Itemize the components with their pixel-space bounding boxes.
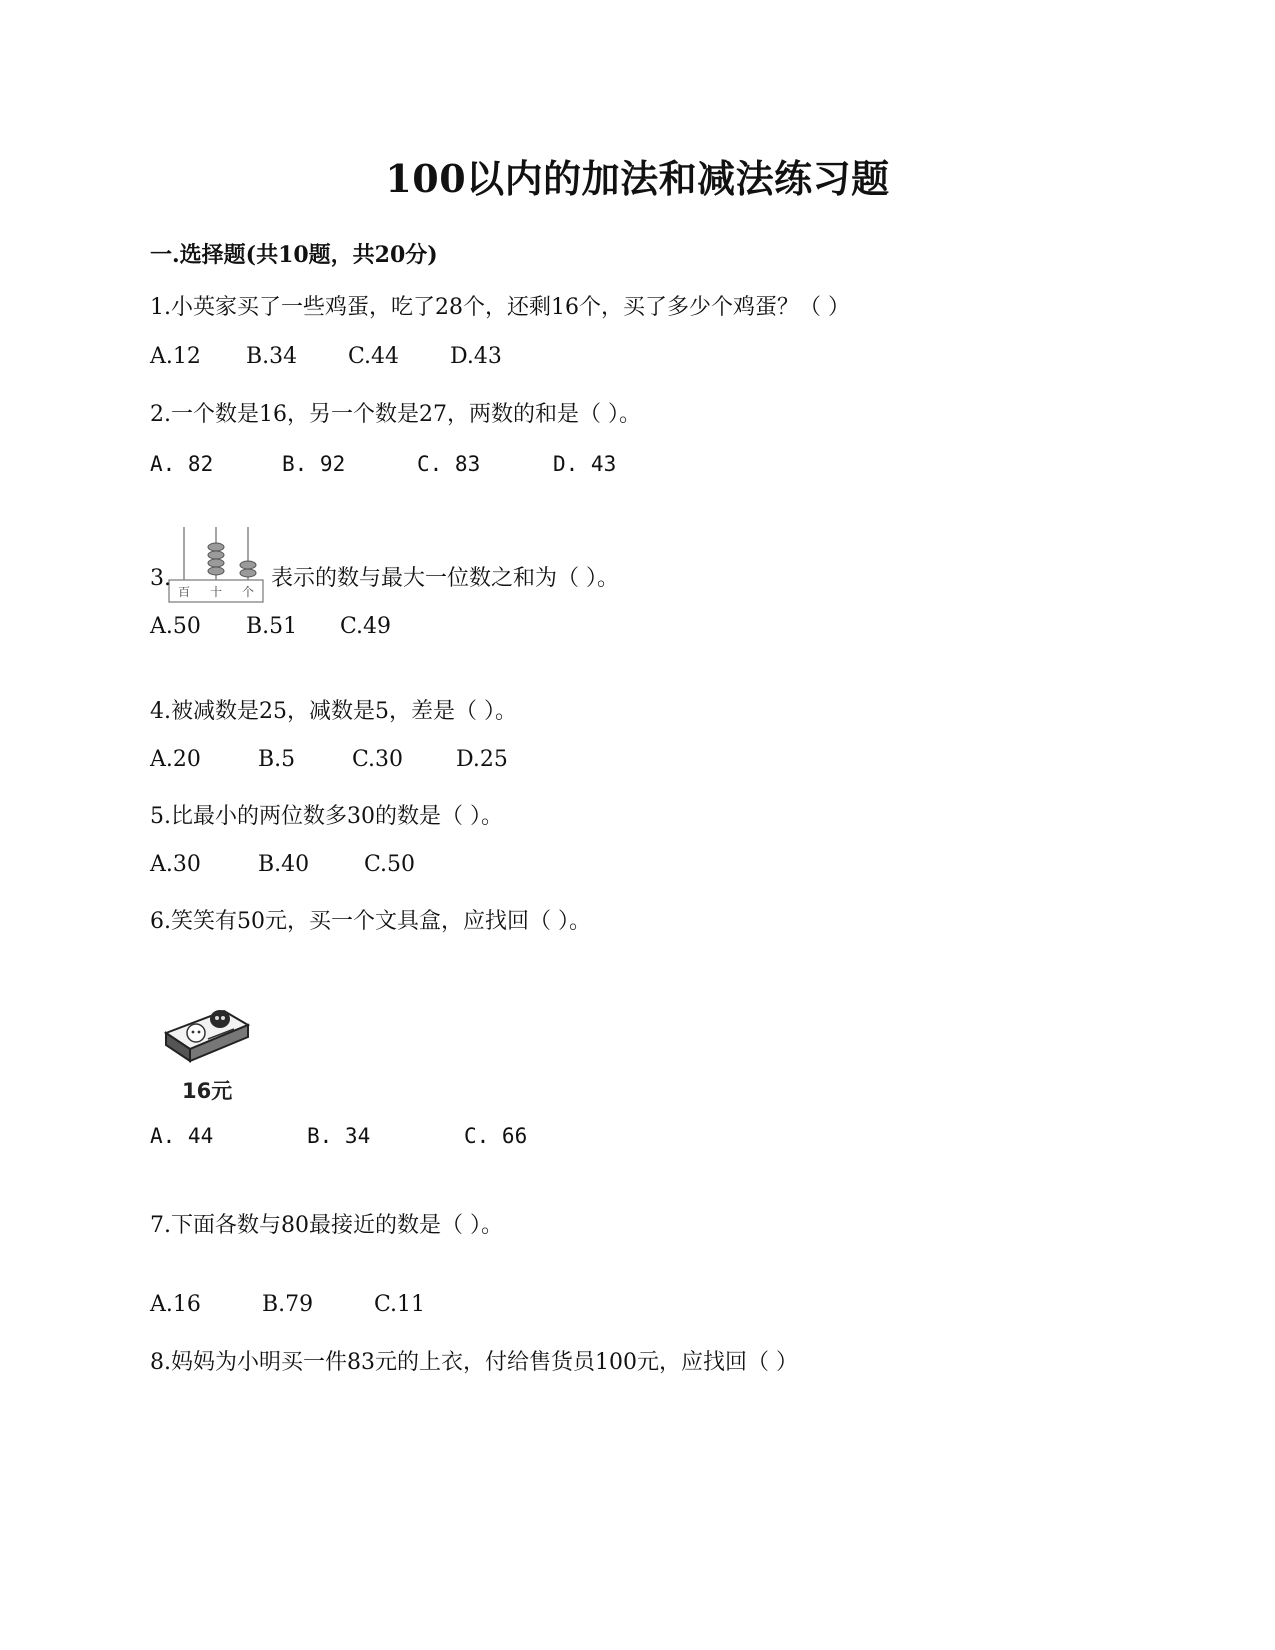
option-d: D. 43	[553, 452, 617, 476]
option-a: A.50	[150, 614, 201, 639]
option-b: B. 34	[307, 1124, 371, 1148]
option-b: B.34	[246, 344, 298, 369]
question-4-stem: 4.被减数是25，减数是5，差是（ ）。	[150, 699, 517, 724]
option-d: D.43	[450, 344, 502, 369]
option-b: B.5	[258, 747, 296, 772]
option-c: C.11	[374, 1292, 426, 1317]
option-b: B.40	[258, 852, 310, 877]
option-c: C.49	[340, 614, 392, 639]
abacus-label-tens: 十	[209, 585, 223, 599]
abacus-label-ones: 个	[241, 585, 255, 599]
option-c: C. 66	[464, 1124, 528, 1148]
option-a: A.12	[150, 344, 201, 369]
option-d: D.25	[456, 747, 508, 772]
question-8-stem: 8.妈妈为小明买一件83元的上衣，付给售货员100元，应找回（ ）	[150, 1350, 798, 1375]
option-b: B.51	[246, 614, 298, 639]
option-b: B.79	[262, 1292, 314, 1317]
question-7-stem: 7.下面各数与80最接近的数是（ ）。	[150, 1213, 503, 1238]
question-3-text: 表示的数与最大一位数之和为（ ）。	[271, 566, 619, 591]
option-a: A. 44	[150, 1124, 214, 1148]
option-c: C.30	[352, 747, 404, 772]
option-a: A.20	[150, 747, 201, 772]
option-a: A.16	[150, 1292, 201, 1317]
option-c: C. 83	[417, 452, 481, 476]
option-b: B. 92	[282, 452, 346, 476]
option-c: C.50	[364, 852, 416, 877]
option-c: C.44	[348, 344, 400, 369]
question-2-stem: 2.一个数是16，另一个数是27，两数的和是（ ）。	[150, 402, 641, 427]
question-3-stem	[150, 561, 619, 592]
question-6-stem: 6.笑笑有50元，买一个文具盒，应找回（ ）。	[150, 909, 591, 934]
page-title: 100以内的加法和减法练习题	[385, 156, 890, 201]
option-a: A. 82	[150, 452, 214, 476]
pencil-case-image	[162, 1003, 252, 1069]
question-5-stem: 5.比最小的两位数多30的数是（ ）。	[150, 804, 503, 829]
question-3-number: 3.	[150, 566, 171, 591]
abacus-label-hundreds: 百	[177, 585, 191, 599]
question-1-stem: 1.小英家买了一些鸡蛋，吃了28个，还剩16个，买了多少个鸡蛋？（ ）	[150, 295, 850, 320]
option-a: A.30	[150, 852, 201, 877]
section-heading: 一.选择题(共10题，共20分)	[150, 242, 438, 268]
price-label: 16元	[182, 1079, 233, 1103]
